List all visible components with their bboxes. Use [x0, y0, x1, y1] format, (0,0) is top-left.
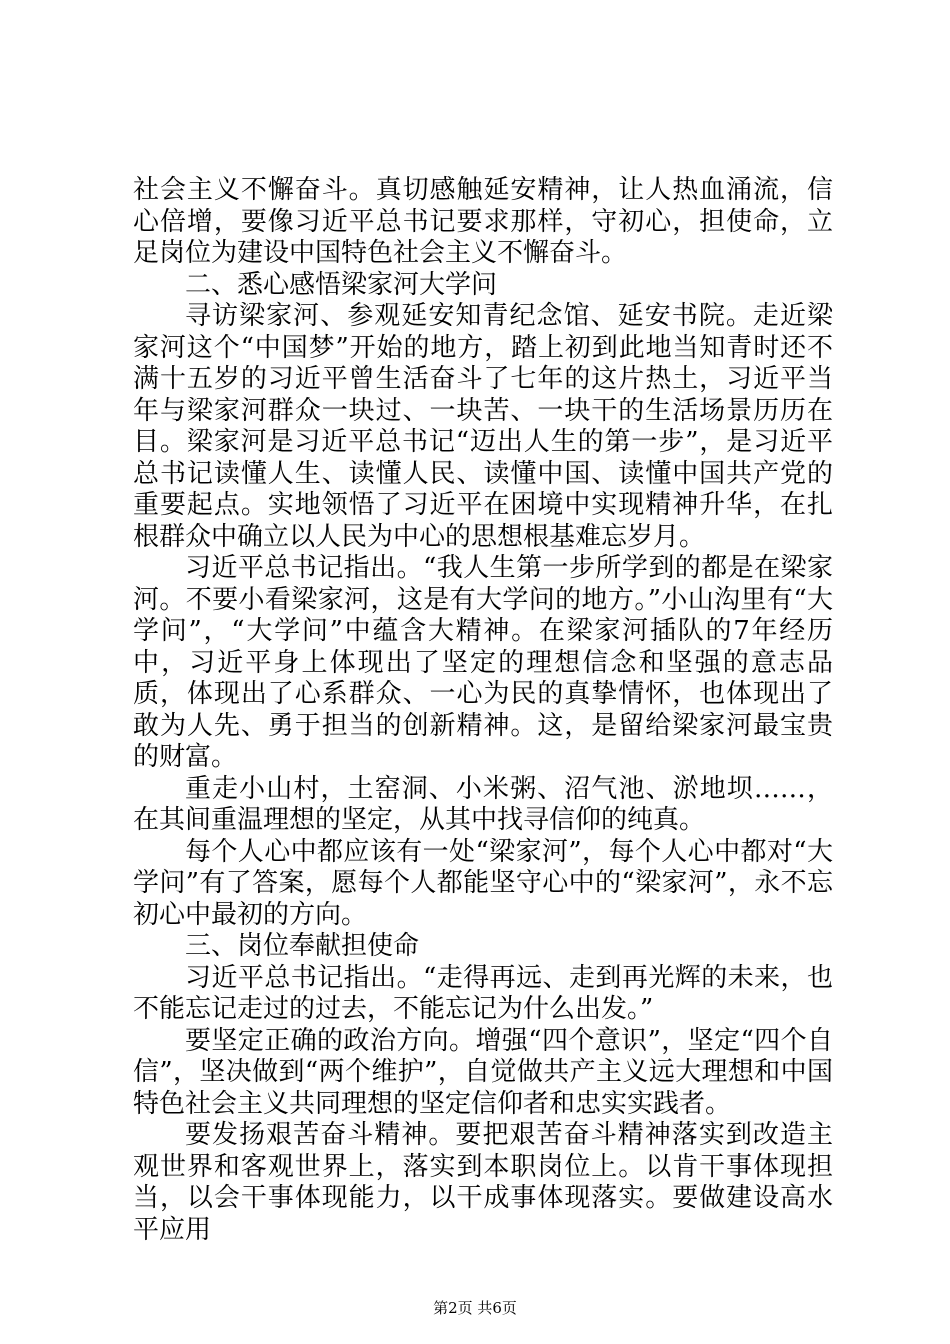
paragraph: 要坚定正确的政治方向。增强“四个意识”，坚定“四个自信”，坚决做到“两个维护”，自觉做共产主义远大理想和中国特色社会主义共同理想的坚定信仰者和忠实实践者。 [133, 1025, 833, 1119]
section-heading: 三、岗位奉献担使命 [185, 931, 420, 961]
section-heading: 二、悉心感悟梁家河大学问 [185, 269, 498, 300]
paragraph: 每个人心中都应该有一处“梁家河”，每个人心中都对“大学问”有了答案，愿每个人都能坚守心中的“梁家河”，永不忘初心中最初的方向。 [133, 836, 833, 930]
paragraph: 习近平总书记指出。“走得再远、走到再光辉的未来，也不能忘记走过的过去，不能忘记为什么出发。” [133, 962, 833, 1024]
paragraph: 要发扬艰苦奋斗精神。要把艰苦奋斗精神落实到改造主观世界和客观世界上，落实到本职岗位上。以肯干事体现担当，以会干事体现能力，以干成事体现落实。要做建设高水平应用 [133, 1120, 833, 1245]
document-body [133, 175, 833, 1246]
paragraph: 重走小山村，土窑洞、小米粥、沼气池、淤地坝……，在其间重温理想的坚定，从其中找寻信仰的纯真。 [133, 773, 833, 835]
page-footer: 第2页 共6页 [433, 1299, 517, 1317]
paragraph: 寻访梁家河、参观延安知青纪念馆、延安书院。走近梁家河这个“中国梦”开始的地方，踏上初到此地当知青时还不满十五岁的习近平曾生活奋斗了七年的这片热土，习近平当年与梁家河群众一块过、一块苦、一块干的生活场景历历在目。梁家河是习近平总书记“迈出人生的第一步”，是习近平总书记读懂人生、读懂人民、读懂中国、读懂中国共产党的重要起点。实地领悟了习近平在困境中实现精神升华，在扎根群众中确立以人民为中心的思想根基难忘岁月。 [133, 301, 833, 552]
paragraph: 习近平总书记指出。“我人生第一步所学到的都是在梁家河。不要小看梁家河，这是有大学问的地方。”小山沟里有“大学问”，“大学问”中蕴含大精神。在梁家河插队的7年经历中，习近平身上体现出了坚定的理想信念和坚强的意志品质，体现出了心系群众、一心为民的真挚情怀，也体现出了敢为人先、勇于担当的创新精神。这，是留给梁家河最宝贵的财富。 [133, 553, 833, 772]
paragraph: 社会主义不懈奋斗。真切感触延安精神，让人热血涌流，信心倍增，要像习近平总书记要求那样，守初心，担使命，立足岗位为建设中国特色社会主义不懈奋斗。 [133, 175, 833, 268]
